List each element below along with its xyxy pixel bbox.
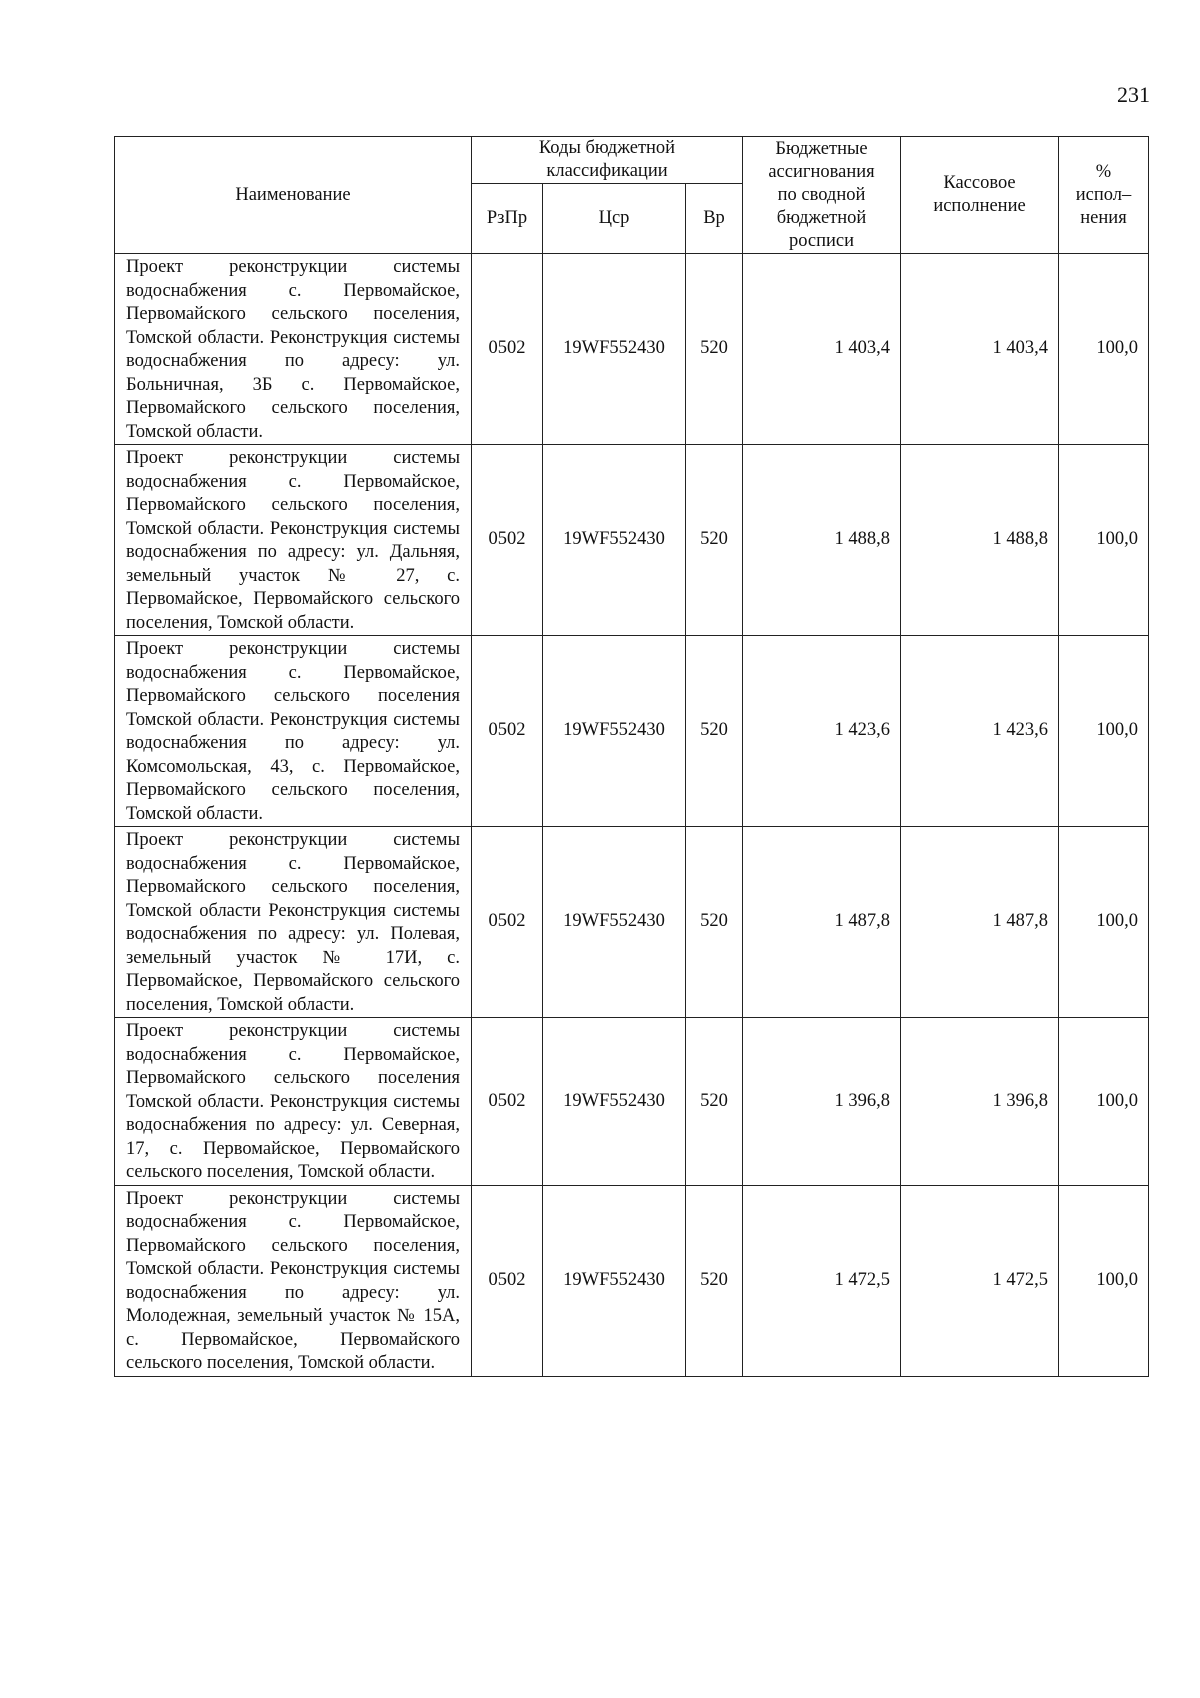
rzpr-cell: 0502 bbox=[472, 254, 543, 445]
rzpr-cell: 0502 bbox=[472, 1018, 543, 1186]
vr-cell: 520 bbox=[686, 445, 743, 636]
budget-assignment-cell: 1 487,8 bbox=[743, 827, 901, 1018]
cash-execution-cell: 1 472,5 bbox=[901, 1185, 1059, 1376]
cash-execution-cell: 1 403,4 bbox=[901, 254, 1059, 445]
cash-execution-cell: 1 396,8 bbox=[901, 1018, 1059, 1186]
cash-execution-cell: 1 488,8 bbox=[901, 445, 1059, 636]
budget-assignment-cell: 1 423,6 bbox=[743, 636, 901, 827]
cash-execution-cell: 1 487,8 bbox=[901, 827, 1059, 1018]
csr-cell: 19WF552430 bbox=[543, 1185, 686, 1376]
budget-assignment-cell: 1 488,8 bbox=[743, 445, 901, 636]
header-rzpr: РзПр bbox=[472, 184, 543, 254]
header-csr: Цср bbox=[543, 184, 686, 254]
execution-percent-cell: 100,0 bbox=[1059, 1018, 1149, 1186]
header-codes-group: Коды бюджетной классификации bbox=[472, 137, 743, 184]
csr-cell: 19WF552430 bbox=[543, 636, 686, 827]
table-row bbox=[115, 254, 1149, 445]
csr-cell: 19WF552430 bbox=[543, 254, 686, 445]
execution-percent-cell: 100,0 bbox=[1059, 827, 1149, 1018]
vr-cell: 520 bbox=[686, 1018, 743, 1186]
rzpr-cell: 0502 bbox=[472, 636, 543, 827]
header-cash-execution: Кассовое исполнение bbox=[901, 137, 1059, 254]
rzpr-cell: 0502 bbox=[472, 1185, 543, 1376]
csr-cell: 19WF552430 bbox=[543, 827, 686, 1018]
table-row bbox=[115, 827, 1149, 1018]
cash-execution-cell: 1 423,6 bbox=[901, 636, 1059, 827]
table-row bbox=[115, 1018, 1149, 1186]
vr-cell: 520 bbox=[686, 636, 743, 827]
budget-execution-table bbox=[114, 136, 1149, 1377]
execution-percent-cell: 100,0 bbox=[1059, 636, 1149, 827]
vr-cell: 520 bbox=[686, 1185, 743, 1376]
table-row bbox=[115, 636, 1149, 827]
execution-percent-cell: 100,0 bbox=[1059, 445, 1149, 636]
execution-percent-cell: 100,0 bbox=[1059, 254, 1149, 445]
rzpr-cell: 0502 bbox=[472, 445, 543, 636]
vr-cell: 520 bbox=[686, 827, 743, 1018]
project-name-cell: Проект реконструкции системы водоснабжения с. Первомайское, Первомайского сельского поселения, Томской области. Реконструкция системы водоснабжения по адресу: ул. Дальняя, земельный участок № 27, с. Первомайское, Первомайского сельского поселения, Томской области. bbox=[115, 445, 472, 636]
table-row bbox=[115, 1185, 1149, 1376]
execution-percent-cell: 100,0 bbox=[1059, 1185, 1149, 1376]
header-budget-assignments: Бюджетные ассигнования по сводной бюджетной росписи bbox=[743, 137, 901, 254]
budget-assignment-cell: 1 472,5 bbox=[743, 1185, 901, 1376]
vr-cell: 520 bbox=[686, 254, 743, 445]
header-name: Наименование bbox=[115, 137, 472, 254]
rzpr-cell: 0502 bbox=[472, 827, 543, 1018]
project-name-cell: Проект реконструкции системы водоснабжения с. Первомайское, Первомайского сельского поселения Томской области. Реконструкция системы водоснабжения по адресу: ул. Северная, 17, с. Первомайское, Первомайского сельского поселения, Томской области. bbox=[115, 1018, 472, 1186]
csr-cell: 19WF552430 bbox=[543, 445, 686, 636]
table-body bbox=[115, 254, 1149, 1377]
project-name-cell: Проект реконструкции системы водоснабжения с. Первомайское, Первомайского сельского поселения Томской области. Реконструкция системы водоснабжения по адресу: ул. Комсомольская, 43, с. Первомайское, Первомайского сельского поселения, Томской области. bbox=[115, 636, 472, 827]
csr-cell: 19WF552430 bbox=[543, 1018, 686, 1186]
budget-assignment-cell: 1 403,4 bbox=[743, 254, 901, 445]
project-name-cell: Проект реконструкции системы водоснабжения с. Первомайское, Первомайского сельского поселения, Томской области. Реконструкция системы водоснабжения по адресу: ул. Молодежная, земельный участок № 15А, с. Первомайское, Первомайского сельского поселения, Томской области. bbox=[115, 1185, 472, 1376]
project-name-cell: Проект реконструкции системы водоснабжения с. Первомайское, Первомайского сельского поселения, Томской области. Реконструкция системы водоснабжения по адресу: ул. Больничная, 3Б с. Первомайское, Первомайского сельского поселения, Томской области. bbox=[115, 254, 472, 445]
table-row bbox=[115, 445, 1149, 636]
project-name-cell: Проект реконструкции системы водоснабжения с. Первомайское, Первомайского сельского поселения, Томской области Реконструкция системы водоснабжения по адресу: ул. Полевая, земельный участок № 17И, с. Первомайское, Первомайского сельского поселения, Томской области. bbox=[115, 827, 472, 1018]
header-row-top bbox=[115, 137, 1149, 184]
budget-assignment-cell: 1 396,8 bbox=[743, 1018, 901, 1186]
header-execution-percent: % испол–нения bbox=[1059, 137, 1149, 254]
header-vr: Вр bbox=[686, 184, 743, 254]
page-number: 231 bbox=[1117, 82, 1150, 107]
